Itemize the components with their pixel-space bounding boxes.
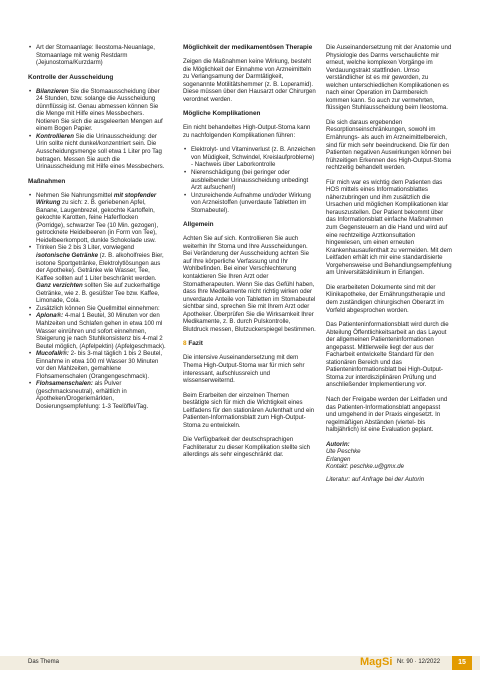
list-item: • Nierenschädigung (bei geringer oder ausbleibender Urinausscheidung unbedingt Arzt aufsuchen!) xyxy=(191,169,316,192)
page-number: 15 xyxy=(452,656,472,670)
issue-number: Nr. 90 · 12/2022 xyxy=(397,659,441,665)
complications-list xyxy=(183,146,316,214)
footer-section: Das Thema xyxy=(28,659,59,665)
paragraph: Nach der Freigabe werden der Leitfaden und das Patienten-Informationsblatt angepasst und umgehend in der Praxis eingesetzt. In regelmäßigen Abständen (viertel- bis halbjährlich) ist eine Evaluation geplant. xyxy=(326,395,448,434)
list-item: • Art der Stomaanlage: Ileostoma-Neuanlage, Stomaanlage mit wenig Restdarm (Jejunostoma/Kurzdarm) xyxy=(36,44,168,67)
section-heading: Mögliche Komplikationen xyxy=(183,110,261,118)
list-item: • Bilanzieren Sie die Stomaausscheidung über 24 Stunden, bzw. solange die Ausscheidung dünnflüssig ist. Genau abmessen können Sie die Menge mit Hilfe eines Messbechers. Notieren Sie sich die ausgeleerten Mengen auf einem Bogen Papier. xyxy=(36,88,168,133)
author-block xyxy=(326,441,452,471)
paragraph: Die Verfügbarkeit der deutschsprachigen Fachliteratur zu dieser Komplikation stellte sich allerdings als sehr eingeschränkt dar. xyxy=(183,436,311,459)
paragraph: Das Patienteninformationsblatt wird durch die Abteilung Öffentlichkeitsarbeit an das Layout der allgemeinen Patienteninformationen angepasst. Mittlerweile liegt der aus der Facharbeit entwickelte Standard für den stationären Bereich und das Patienteninformationsblatt bei High-Output-Stoma zur interdisziplinären Prüfung und anschließender Implementierung vor. xyxy=(326,321,449,389)
paragraph: Zeigen die Maßnahmen keine Wirkung, besteht die Möglichkeit der Einnahme von Arzneimitteln zu Verlangsamung der Darmtätigkeit, sogenannte Motilitätshemmer (z. B. Loperamid). Diese müssen über den Hausarzt oder Chirurgen verordnet werden. xyxy=(183,58,316,103)
author-city: Erlangen xyxy=(326,455,351,463)
paragraph: Die Auseinandersetzung mit der Anatomie und Physiologie des Darms verschaulichte mir erneut, welche komplexen Vorgänge im Verdauungstrakt stattfinden. Umso verständlicher ist es mir geworden, zu welchen unterschiedlichen Komplikationen es nach einer Operation im Darmbereich kommen kann. So auch zur vermehrten, flüssigen Stuhlausscheidung beim Ileostoma. xyxy=(326,44,452,112)
intro-list xyxy=(28,44,168,67)
literature-note: Literatur: auf Anfrage bei der Autorin xyxy=(326,475,425,483)
section-heading: 8 Fazit xyxy=(183,340,203,348)
author-name: Ute Peschke xyxy=(326,448,361,456)
section-number: 8 xyxy=(183,340,187,348)
paragraph: Achten Sie auf sich. Kontrollieren Sie auch weiterhin Ihr Stoma und Ihre Ausscheidungen. Bei Veränderung der Ausscheidung achten Sie auf Ihre körperliche Verfassung und Ihr Wohlbefinden. Bei einer Verschlechterung kontaktieren Sie Ihren Arzt oder Stomatherapeuten. Wenn Sie das Gefühl haben, dass Ihre Medikamente nicht richtig wirken oder unverdaute Anteile von Tabletten im Stomabeutel sichtbar sind, sprechen Sie mit Ihrem Arzt oder Apotheker. Überprüfen Sie die Wirksamkeit Ihrer Medikamente, z. B. durch Pulskontrolle, Blutdruck messen, Blutzuckerspiegel bestimmen. xyxy=(183,235,316,333)
paragraph: Beim Erarbeiten der einzelnen Themen bestätigte sich für mich die Wichtigkeit eines Leitfadens für den stationären Aufenthalt und ein Patienten-Informationsblatt zum High-Output-Stoma zu entwickeln. xyxy=(183,391,315,429)
author-label: Autorin: xyxy=(326,440,350,448)
column-1 xyxy=(28,44,168,418)
list-item: • Trinken Sie 2 bis 3 Liter, vorwiegend isotonische Getränke (z. B. alkoholfreies Bier, isotone Sportgetränke, Elektrolytlösungen aus der Apotheke). Getränke wie Wasser, Tee, Kaffee sollten auf 1 Liter beschränkt werden. Ganz verzichten sollten Sie auf zuckerhaltige Getränke, wie z. B. gesüßter Tee bzw. Kaffee, Limonade, Cola. xyxy=(36,244,168,304)
paragraph: Die intensive Auseinandersetzung mit dem Thema High-Output-Stoma war für mich sehr interessant, aufschlussreich und wissenserweiternd. xyxy=(183,354,305,385)
section-heading: Maßnahmen xyxy=(28,177,66,185)
paragraph: Die erarbeiteten Dokumente sind mit der Klinikapotheke, der Ernährungstherapie und dem zuständigen chirurgischen Oberarzt im Vorfeld abgesprochen worden. xyxy=(326,283,445,314)
column-3 xyxy=(326,44,452,483)
list-item: • Unzureichende Aufnahme und/oder Wirkung von Arzneistoffen (unverdaute Tabletten im Stomabeutel). xyxy=(191,192,316,215)
list-item: • Flohsamenschalen: als Pulver (geschmacksneutral), erhältlich in Apotheken/Drogeriemärkten, Dosierungsempfehlung: 1-3 Teelöffel/Tag. xyxy=(36,380,168,410)
author-contact: Kontakt: peschke.u@gmx.de xyxy=(326,463,404,471)
column-2 xyxy=(183,44,316,466)
list-item: • Mucofalk®: 2- bis 3-mal täglich 1 bis 2 Beutel, Einnahme in etwa 100 ml Wasser 30 Minuten vor den Mahlzeiten, gemahlene Flohsamenschalen (Orangengeschmack). xyxy=(36,350,168,380)
magazine-logo: MagSi xyxy=(360,656,393,668)
list-item: • Kontrollieren Sie die Urinausscheidung: der Urin sollte nicht dunkel/konzentriert sein. Die Ausscheidungsmenge soll etwa 1 Liter pro Tag betragen. Messen Sie auch die Urinausscheidung mit Hilfe eines Messbechers. xyxy=(36,133,168,171)
list-item: • Zusätzlich können Sie Quellmittel einnehmen: xyxy=(36,305,168,313)
section-heading: Allgemein xyxy=(183,221,214,229)
page-footer xyxy=(0,656,480,670)
paragraph: Die sich daraus ergebenden Resorptionseinschränkungen, sowohl im Ernährungs- als auch im Arzneimittelbereich, sind für mich sehr beeindruckend. Die für den Patienten negativen Auswirkungen können bei frühzeitigen Erkennen des High-Output-Stoma rechtzeitig behandelt werden. xyxy=(326,118,452,172)
paragraph: Ein nicht behandeltes High-Output-Stoma kann zu nachfolgenden Komplikationen führen: xyxy=(183,124,311,139)
list-item: • Elektrolyt- und Vitaminverlust (z. B. Anzeichen von Müdigkeit, Schwindel, Kreislaufprobleme) - Nachweis über Laborkontrolle xyxy=(191,146,316,169)
section-heading: Kontrolle der Ausscheidung xyxy=(28,73,114,81)
list-item: • Nehmen Sie Nahrungsmittel mit stopfender Wirkung zu sich: z. B. geriebenen Apfel, Banane, Laugenbrezel, gekochte Kartoffeln, gekochte Karotten, feine Haferflocken (Porridge), schwarzer Tee (10 Min. gezogen), getrocknete Heidelbeeren (in Form von Tee), Heidelbeerkompott, dunkle Schokolade usw. xyxy=(36,192,168,245)
control-list xyxy=(28,88,168,171)
measures-list xyxy=(28,192,168,411)
paragraph: Für mich war es wichtig dem Patienten das HOS mittels eines Informationsblattes näherzubringen und ihm zusätzlich die Ursachen und möglichen Komplikationen klar herauszustellen. Der Patient bekommt über das Informationsblatt einfache Maßnahmen zum Gegensteuern an die Hand und wird auf eine rechtzeitige Arztkonsultation hingewiesen, um einen erneuten Krankenhausaufenthalt zu vermeiden. Mit dem Leitfaden erhält ich mir eine standardisierte Vorgehensweise und Behandlungsempfehlung am Universitätsklinikum in Erlangen. xyxy=(326,178,453,277)
list-item: • Aplona®: 4-mal 1 Beutel, 30 Minuten vor den Mahlzeiten und Schlafen gehen in etwa 100 ml Wasser einrühren und sofort einnehmen, Steigerung je nach Stuhlkonsistenz bis 4-mal 2 Beutel möglich, (Apfelpektin) (Apfelgeschmack). xyxy=(36,312,168,350)
section-heading: Möglichkeit der medikamentösen Therapie xyxy=(183,44,313,51)
